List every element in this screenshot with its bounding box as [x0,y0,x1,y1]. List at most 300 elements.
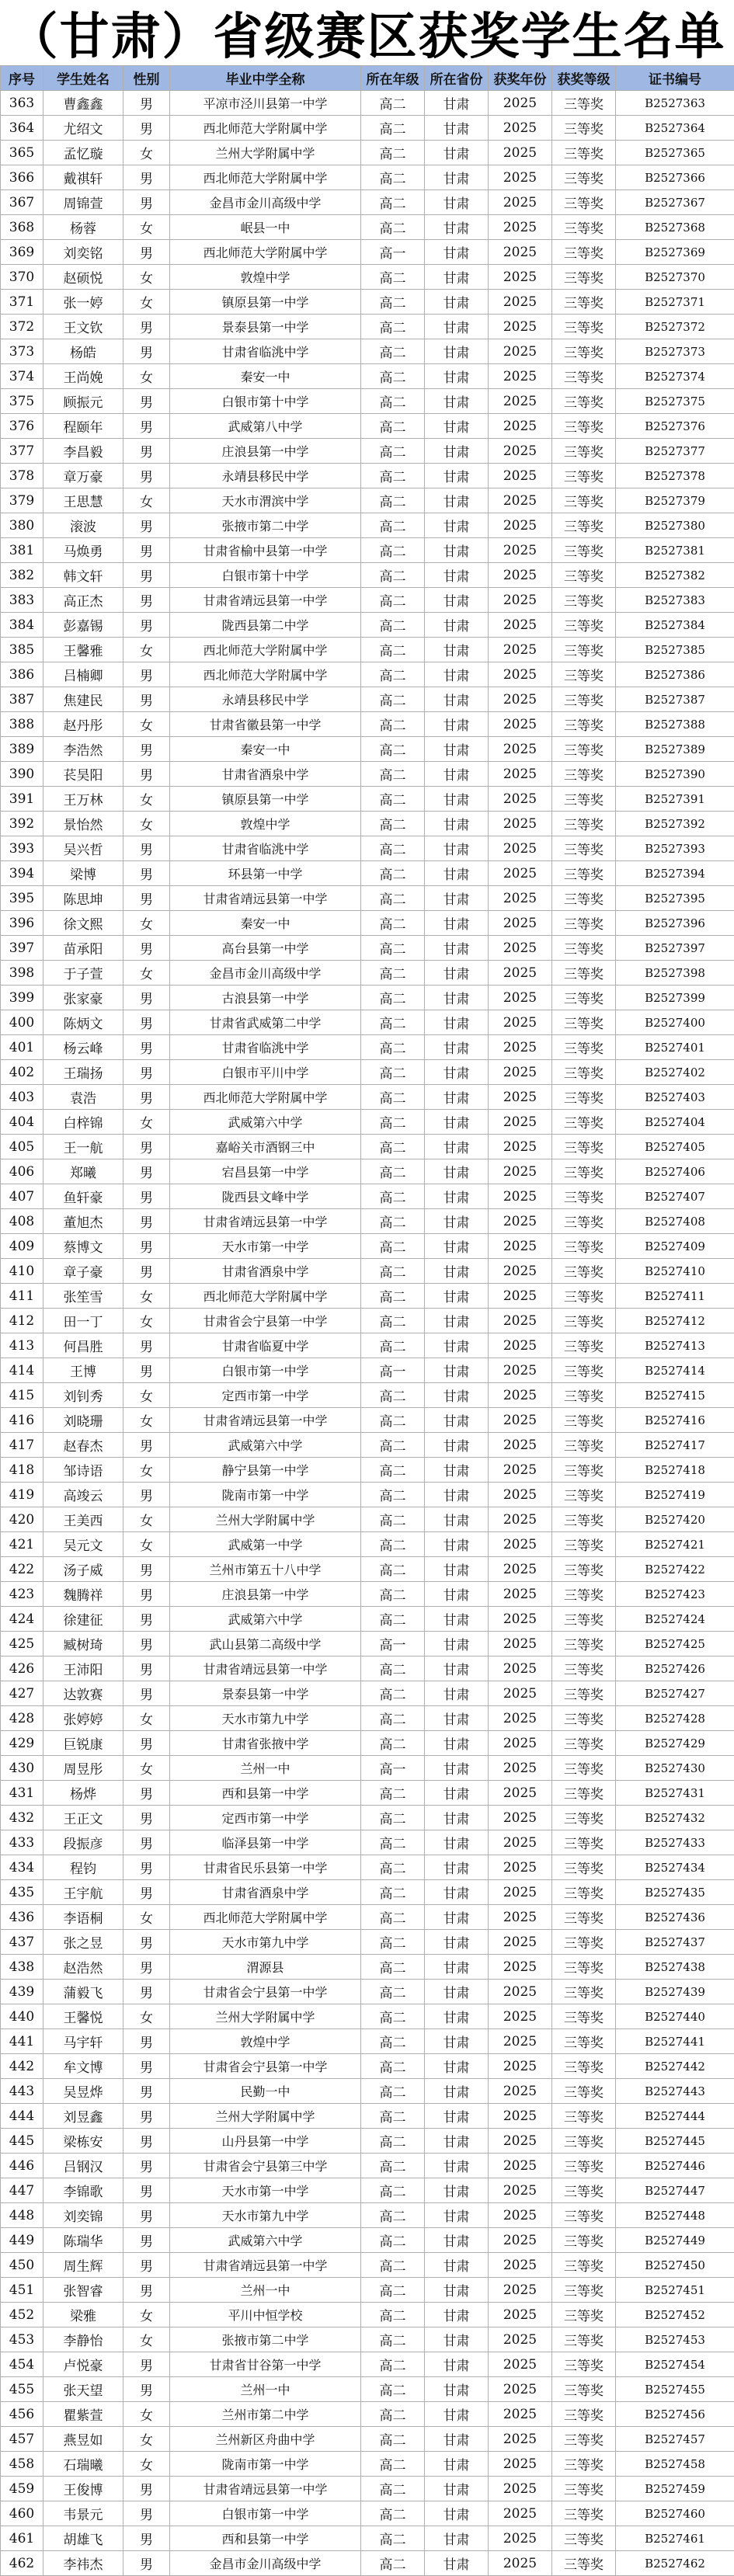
cell-award-level: 三等奖 [552,464,616,488]
cell-index: 412 [1,1309,43,1333]
cell-school: 甘肃省会宁县第一中学 [170,1980,361,2004]
cell-name: 焦建民 [43,687,123,712]
cell-award-level: 三等奖 [552,165,616,190]
cell-school: 永靖县移民中学 [170,687,361,712]
cell-index: 365 [1,141,43,165]
cell-school: 甘肃省民乐县第一中学 [170,1855,361,1880]
cell-name: 刘钊秀 [43,1383,123,1408]
cell-certificate-number: B2527401 [616,1035,734,1060]
cell-award-level: 三等奖 [552,2278,616,2303]
cell-province: 甘肃 [425,2427,489,2452]
table-row [1,1060,734,1085]
cell-school: 天水市第九中学 [170,1930,361,1955]
cell-school: 庄浪县第一中学 [170,439,361,464]
cell-grade: 高二 [361,2327,425,2352]
cell-gender: 男 [123,1035,170,1060]
cell-grade: 高二 [361,1706,425,1731]
cell-grade: 高二 [361,1955,425,1980]
cell-year: 2025 [489,1408,552,1433]
cell-province: 甘肃 [425,389,489,414]
cell-gender: 女 [123,1532,170,1557]
cell-index: 366 [1,165,43,190]
cell-grade: 高二 [361,1209,425,1234]
cell-school: 庄浪县第一中学 [170,1582,361,1607]
cell-school: 兰州大学附属中学 [170,1507,361,1532]
cell-school: 天水市第九中学 [170,1706,361,1731]
cell-gender: 男 [123,1806,170,1830]
cell-year: 2025 [489,1135,552,1159]
cell-index: 367 [1,190,43,215]
table-row [1,1259,734,1284]
cell-year: 2025 [489,588,552,613]
cell-certificate-number: B2527434 [616,1855,734,1880]
cell-gender: 男 [123,1955,170,1980]
cell-year: 2025 [489,836,552,861]
cell-province: 甘肃 [425,265,489,290]
cell-name: 李锦歌 [43,2178,123,2203]
cell-gender: 男 [123,414,170,439]
cell-province: 甘肃 [425,687,489,712]
cell-grade: 高二 [361,1309,425,1333]
cell-grade: 高二 [361,1532,425,1557]
cell-award-level: 三等奖 [552,439,616,464]
cell-certificate-number: B2527395 [616,886,734,911]
table-row [1,2352,734,2377]
cell-school: 兰州大学附属中学 [170,141,361,165]
cell-grade: 高二 [361,886,425,911]
cell-gender: 男 [123,1159,170,1184]
cell-award-level: 三等奖 [552,1234,616,1259]
cell-gender: 男 [123,2253,170,2278]
cell-index: 423 [1,1582,43,1607]
cell-province: 甘肃 [425,2377,489,2402]
cell-index: 398 [1,961,43,986]
cell-award-level: 三等奖 [552,1507,616,1532]
table-row [1,488,734,513]
cell-province: 甘肃 [425,2303,489,2327]
cell-index: 446 [1,2154,43,2178]
cell-grade: 高二 [361,2303,425,2327]
cell-index: 397 [1,936,43,961]
cell-award-level: 三等奖 [552,613,616,638]
cell-year: 2025 [489,1582,552,1607]
cell-school: 张掖市第二中学 [170,513,361,538]
cell-name: 李祎杰 [43,2551,123,2576]
cell-name: 滚波 [43,513,123,538]
cell-province: 甘肃 [425,1110,489,1135]
cell-certificate-number: B2527450 [616,2253,734,2278]
cell-index: 426 [1,1656,43,1681]
cell-certificate-number: B2527405 [616,1135,734,1159]
cell-year: 2025 [489,1234,552,1259]
cell-school: 甘肃省甘谷第一中学 [170,2352,361,2377]
cell-school: 宕昌县第一中学 [170,1159,361,1184]
cell-year: 2025 [489,687,552,712]
cell-year: 2025 [489,812,552,836]
cell-school: 甘肃省酒泉中学 [170,1880,361,1905]
cell-certificate-number: B2527366 [616,165,734,190]
table-row [1,116,734,141]
cell-school: 白银市平川中学 [170,1060,361,1085]
cell-province: 甘肃 [425,2029,489,2054]
cell-gender: 男 [123,2104,170,2129]
cell-gender: 男 [123,1731,170,1756]
cell-gender: 女 [123,712,170,737]
cell-grade: 高二 [361,1234,425,1259]
cell-grade: 高二 [361,836,425,861]
cell-certificate-number: B2527459 [616,2477,734,2501]
cell-name: 戴祺轩 [43,165,123,190]
cell-name: 巨锐康 [43,1731,123,1756]
cell-name: 杨皓 [43,339,123,364]
cell-gender: 女 [123,1507,170,1532]
cell-certificate-number: B2527444 [616,2104,734,2129]
table-row [1,1458,734,1483]
table-row [1,787,734,812]
cell-grade: 高二 [361,1507,425,1532]
cell-name: 吴兴哲 [43,836,123,861]
cell-name: 邹诗语 [43,1458,123,1483]
cell-award-level: 三等奖 [552,2228,616,2253]
table-row [1,1880,734,1905]
cell-year: 2025 [489,1259,552,1284]
cell-grade: 高二 [361,1333,425,1358]
cell-certificate-number: B2527441 [616,2029,734,2054]
cell-grade: 高二 [361,662,425,687]
table-row [1,2303,734,2327]
cell-certificate-number: B2527413 [616,1333,734,1358]
cell-year: 2025 [489,787,552,812]
cell-award-level: 三等奖 [552,1656,616,1681]
cell-name: 张之昱 [43,1930,123,1955]
cell-grade: 高二 [361,488,425,513]
cell-school: 甘肃省靖远县第一中学 [170,2477,361,2501]
cell-grade: 高二 [361,1731,425,1756]
cell-year: 2025 [489,2526,552,2551]
cell-year: 2025 [489,364,552,389]
cell-index: 411 [1,1284,43,1309]
header-certificate-number: 证书编号 [616,66,734,91]
table-row [1,91,734,116]
cell-province: 甘肃 [425,1557,489,1582]
cell-award-level: 三等奖 [552,2079,616,2104]
cell-certificate-number: B2527439 [616,1980,734,2004]
cell-award-level: 三等奖 [552,215,616,240]
header-gender: 性别 [123,66,170,91]
cell-certificate-number: B2527398 [616,961,734,986]
cell-gender: 男 [123,588,170,613]
cell-province: 甘肃 [425,1060,489,1085]
cell-certificate-number: B2527378 [616,464,734,488]
cell-year: 2025 [489,1656,552,1681]
cell-year: 2025 [489,961,552,986]
cell-index: 431 [1,1781,43,1806]
cell-award-level: 三等奖 [552,737,616,762]
cell-grade: 高二 [361,961,425,986]
table-row [1,588,734,613]
cell-province: 甘肃 [425,141,489,165]
cell-school: 金昌市金川高级中学 [170,2551,361,2576]
cell-index: 382 [1,563,43,588]
cell-school: 武威第六中学 [170,1433,361,1458]
cell-certificate-number: B2527421 [616,1532,734,1557]
cell-index: 406 [1,1159,43,1184]
cell-grade: 高二 [361,2352,425,2377]
cell-certificate-number: B2527440 [616,2004,734,2029]
cell-grade: 高二 [361,1830,425,1855]
cell-award-level: 三等奖 [552,1358,616,1383]
table-row [1,2029,734,2054]
cell-year: 2025 [489,165,552,190]
cell-province: 甘肃 [425,1383,489,1408]
cell-index: 442 [1,2054,43,2079]
table-row [1,165,734,190]
cell-certificate-number: B2527407 [616,1184,734,1209]
table-row [1,1284,734,1309]
cell-name: 张家豪 [43,986,123,1010]
cell-certificate-number: B2527424 [616,1607,734,1632]
cell-certificate-number: B2527447 [616,2178,734,2203]
cell-index: 462 [1,2551,43,2576]
cell-grade: 高二 [361,290,425,315]
cell-grade: 高二 [361,1781,425,1806]
cell-school: 镇原县第一中学 [170,787,361,812]
table-row [1,737,734,762]
cell-award-level: 三等奖 [552,1582,616,1607]
cell-grade: 高二 [361,1930,425,1955]
table-row [1,364,734,389]
cell-award-level: 三等奖 [552,687,616,712]
cell-award-level: 三等奖 [552,1010,616,1035]
cell-school: 西和县第一中学 [170,1781,361,1806]
cell-name: 尤绍文 [43,116,123,141]
table-row [1,190,734,215]
cell-school: 环县第一中学 [170,861,361,886]
cell-name: 牟文博 [43,2054,123,2079]
cell-index: 454 [1,2352,43,2377]
cell-grade: 高二 [361,464,425,488]
header-province: 所在省份 [425,66,489,91]
table-row [1,861,734,886]
cell-certificate-number: B2527426 [616,1656,734,1681]
cell-award-level: 三等奖 [552,1309,616,1333]
cell-province: 甘肃 [425,1930,489,1955]
cell-certificate-number: B2527409 [616,1234,734,1259]
cell-award-level: 三等奖 [552,2104,616,2129]
cell-name: 袁浩 [43,1085,123,1110]
cell-certificate-number: B2527386 [616,662,734,687]
award-table [0,65,734,2576]
cell-gender: 男 [123,2551,170,2576]
cell-province: 甘肃 [425,439,489,464]
table-row [1,936,734,961]
cell-school: 白银市第一中学 [170,2501,361,2526]
cell-province: 甘肃 [425,2402,489,2427]
table-row [1,1135,734,1159]
cell-grade: 高二 [361,1557,425,1582]
cell-gender: 男 [123,2352,170,2377]
cell-certificate-number: B2527423 [616,1582,734,1607]
cell-certificate-number: B2527388 [616,712,734,737]
cell-school: 敦煌中学 [170,812,361,836]
cell-certificate-number: B2527380 [616,513,734,538]
table-row [1,886,734,911]
cell-gender: 女 [123,1756,170,1781]
cell-gender: 男 [123,2054,170,2079]
cell-award-level: 三等奖 [552,2154,616,2178]
cell-province: 甘肃 [425,762,489,787]
cell-school: 甘肃省临夏中学 [170,1333,361,1358]
cell-gender: 女 [123,290,170,315]
cell-name: 李浩然 [43,737,123,762]
cell-award-level: 三等奖 [552,2253,616,2278]
cell-gender: 男 [123,1060,170,1085]
cell-name: 马宇轩 [43,2029,123,2054]
cell-name: 周生辉 [43,2253,123,2278]
cell-certificate-number: B2527416 [616,1408,734,1433]
cell-grade: 高二 [361,1284,425,1309]
cell-certificate-number: B2527443 [616,2079,734,2104]
cell-certificate-number: B2527430 [616,1756,734,1781]
cell-year: 2025 [489,290,552,315]
cell-award-level: 三等奖 [552,1408,616,1433]
cell-certificate-number: B2527381 [616,538,734,563]
cell-award-level: 三等奖 [552,1135,616,1159]
cell-award-level: 三等奖 [552,1458,616,1483]
cell-gender: 女 [123,961,170,986]
table-row [1,613,734,638]
cell-grade: 高二 [361,2203,425,2228]
table-row [1,389,734,414]
cell-award-level: 三等奖 [552,315,616,339]
cell-school: 甘肃省靖远县第一中学 [170,886,361,911]
cell-gender: 女 [123,1383,170,1408]
cell-year: 2025 [489,1085,552,1110]
cell-province: 甘肃 [425,414,489,439]
cell-index: 418 [1,1458,43,1483]
cell-certificate-number: B2527451 [616,2278,734,2303]
cell-index: 444 [1,2104,43,2129]
cell-province: 甘肃 [425,638,489,662]
cell-certificate-number: B2527373 [616,339,734,364]
cell-certificate-number: B2527400 [616,1010,734,1035]
cell-certificate-number: B2527432 [616,1806,734,1830]
cell-certificate-number: B2527368 [616,215,734,240]
cell-province: 甘肃 [425,1632,489,1656]
cell-school: 天水市渭滨中学 [170,488,361,513]
cell-year: 2025 [489,1433,552,1458]
cell-grade: 高二 [361,2427,425,2452]
cell-gender: 男 [123,315,170,339]
cell-index: 392 [1,812,43,836]
cell-province: 甘肃 [425,836,489,861]
cell-year: 2025 [489,563,552,588]
cell-index: 404 [1,1110,43,1135]
cell-grade: 高二 [361,265,425,290]
cell-school: 兰州新区舟曲中学 [170,2427,361,2452]
cell-index: 452 [1,2303,43,2327]
cell-index: 408 [1,1209,43,1234]
cell-school: 白银市第十中学 [170,389,361,414]
cell-award-level: 三等奖 [552,414,616,439]
cell-school: 甘肃省靖远县第一中学 [170,1408,361,1433]
cell-gender: 男 [123,1880,170,1905]
cell-award-level: 三等奖 [552,1930,616,1955]
cell-province: 甘肃 [425,1756,489,1781]
cell-certificate-number: B2527460 [616,2501,734,2526]
cell-grade: 高二 [361,1905,425,1930]
cell-province: 甘肃 [425,2352,489,2377]
page-title: （甘肃）省级赛区获奖学生名单 [0,0,734,65]
table-row [1,712,734,737]
header-name: 学生姓名 [43,66,123,91]
table-row [1,2551,734,2576]
cell-year: 2025 [489,2551,552,2576]
cell-name: 于子萱 [43,961,123,986]
cell-grade: 高二 [361,1035,425,1060]
cell-province: 甘肃 [425,215,489,240]
cell-grade: 高二 [361,315,425,339]
cell-index: 458 [1,2452,43,2477]
cell-school: 秦安一中 [170,737,361,762]
cell-school: 陇南市第一中学 [170,1483,361,1507]
cell-province: 甘肃 [425,2004,489,2029]
cell-award-level: 三等奖 [552,2327,616,2352]
cell-province: 甘肃 [425,1135,489,1159]
cell-grade: 高二 [361,2377,425,2402]
table-row [1,986,734,1010]
table-row [1,215,734,240]
cell-year: 2025 [489,1507,552,1532]
cell-index: 436 [1,1905,43,1930]
cell-grade: 高二 [361,911,425,936]
cell-name: 王正文 [43,1806,123,1830]
cell-grade: 高二 [361,1085,425,1110]
cell-year: 2025 [489,2427,552,2452]
cell-grade: 高二 [361,2178,425,2203]
cell-gender: 男 [123,538,170,563]
cell-year: 2025 [489,2228,552,2253]
table-row [1,2228,734,2253]
cell-index: 416 [1,1408,43,1433]
cell-grade: 高二 [361,638,425,662]
cell-index: 390 [1,762,43,787]
cell-award-level: 三等奖 [552,1756,616,1781]
cell-index: 438 [1,1955,43,1980]
cell-certificate-number: B2527375 [616,389,734,414]
cell-province: 甘肃 [425,1905,489,1930]
table-row [1,563,734,588]
cell-award-level: 三等奖 [552,762,616,787]
cell-award-level: 三等奖 [552,513,616,538]
table-row [1,2377,734,2402]
cell-gender: 男 [123,2526,170,2551]
cell-province: 甘肃 [425,1607,489,1632]
cell-name: 卢悦豪 [43,2352,123,2377]
cell-award-level: 三等奖 [552,812,616,836]
cell-grade: 高二 [361,215,425,240]
cell-name: 周锦萱 [43,190,123,215]
cell-award-level: 三等奖 [552,1333,616,1358]
cell-grade: 高二 [361,2526,425,2551]
cell-province: 甘肃 [425,1656,489,1681]
cell-province: 甘肃 [425,2253,489,2278]
cell-year: 2025 [489,2203,552,2228]
cell-gender: 女 [123,638,170,662]
cell-province: 甘肃 [425,1532,489,1557]
table-row [1,2253,734,2278]
cell-province: 甘肃 [425,1408,489,1433]
